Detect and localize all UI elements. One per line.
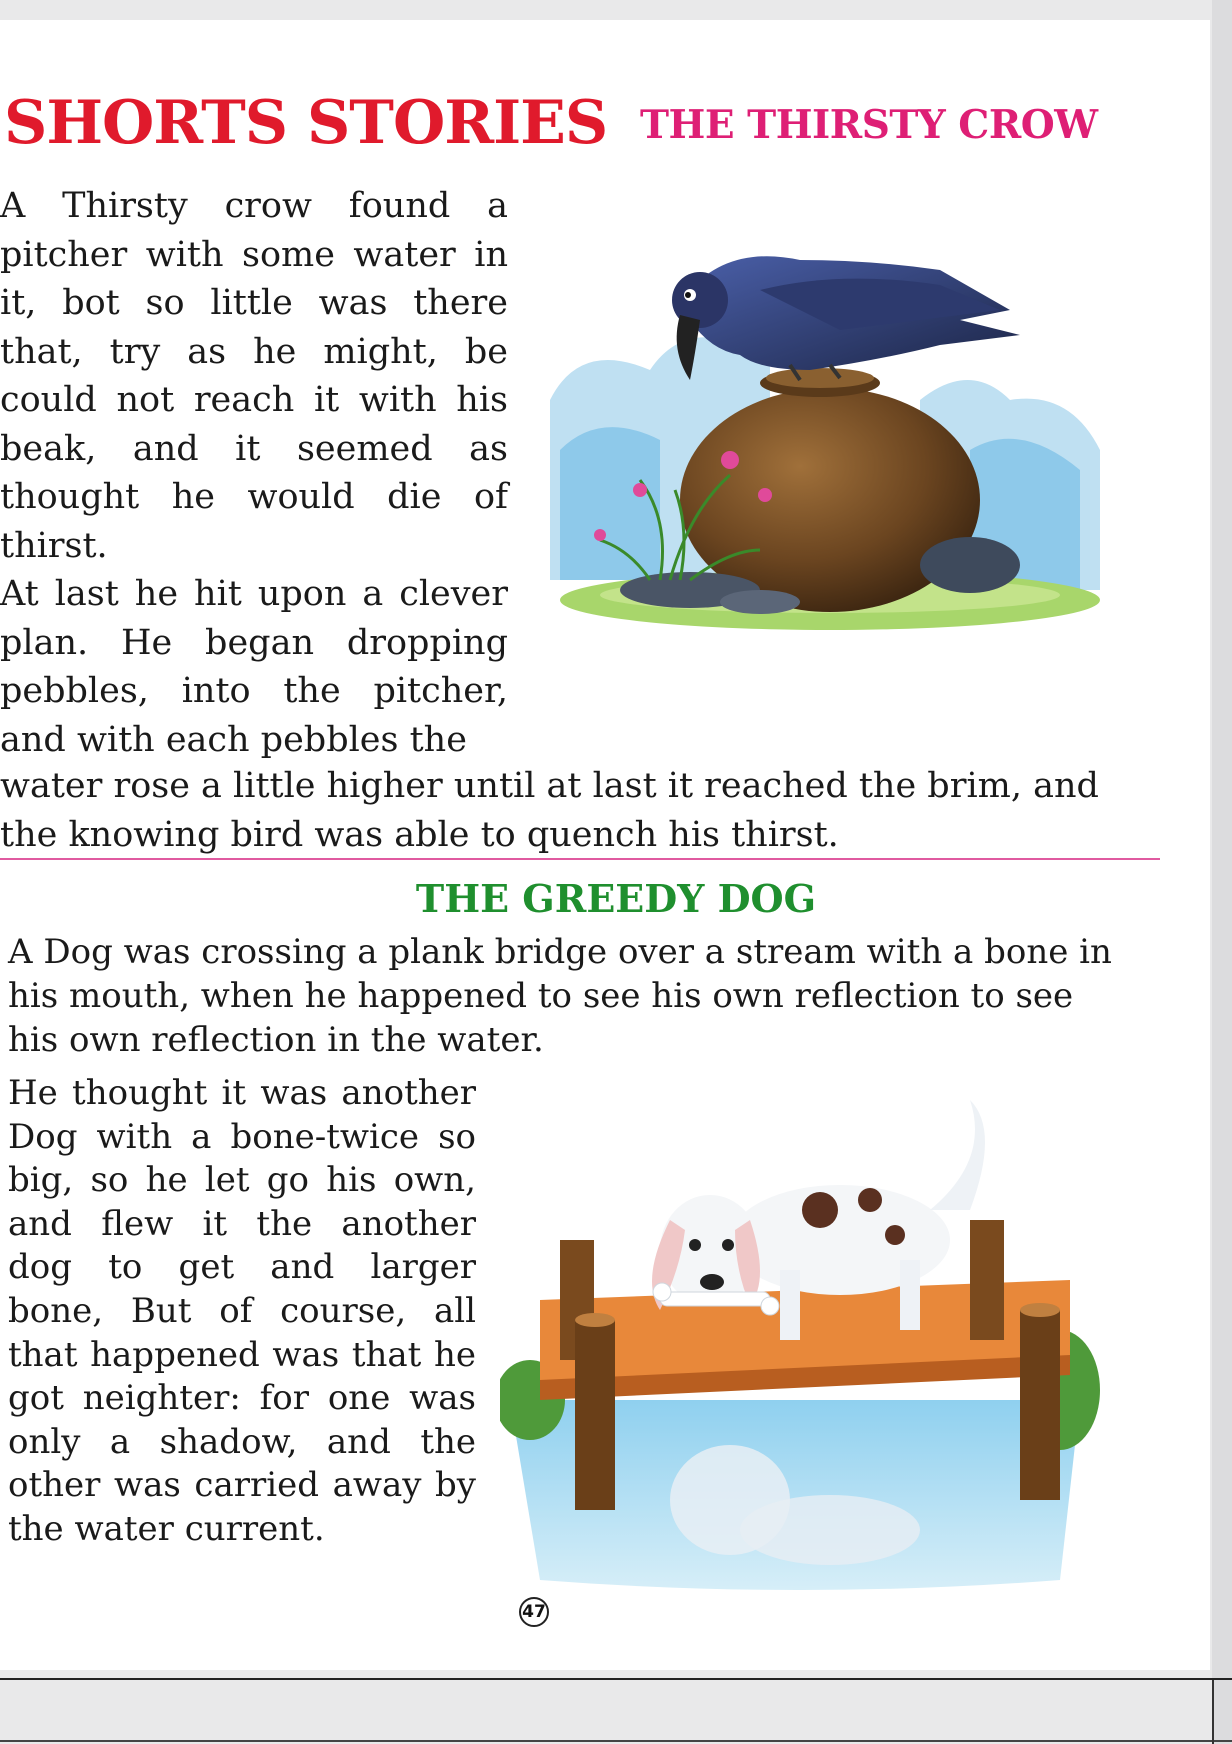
bottom-rule-lower (0, 1740, 1232, 1742)
story1-paragraph-1: A Thirsty crow found a pitcher with some water in it, bot so little was there that, try as he might, be could not reach it with his beak, and it seemed as thought he would die of thirst. (0, 186, 508, 566)
page-number: 47 (519, 1597, 549, 1627)
section-divider (0, 858, 1160, 860)
story1-body (0, 182, 508, 764)
crop-mark (1212, 1680, 1214, 1744)
story1-paragraph-2-tail: water rose a little higher until at last it reached the brim, and the knowing bird was able to quench his thirst. (0, 766, 1099, 855)
bottom-rule (0, 1678, 1232, 1680)
story2-body: He thought it was another Dog with a bone-twice so big, so he let go his own, and flew it the another dog to get and larger bone, But of course, all that happened was that he got neighter: for one was only a shadow, and the other was carried away by the water current. (8, 1073, 476, 1549)
page-title: SHORTS STORIES (4, 88, 608, 158)
story2-title: THE GREEDY DOG (415, 876, 817, 921)
page-edge (1212, 0, 1232, 1744)
story1-title: THE THIRSTY CROW (640, 102, 1098, 148)
story1-paragraph-2: At last he hit upon a clever plan. He began dropping pebbles, into the pitcher, and with each pebbles the (0, 574, 508, 760)
story2-intro: A Dog was crossing a plank bridge over a stream with a bone in his mouth, when he happened to see his own reflection to see his own reflection in the water. (8, 932, 1112, 1060)
crow-illustration (540, 250, 1130, 700)
dog-illustration (500, 1100, 1100, 1600)
